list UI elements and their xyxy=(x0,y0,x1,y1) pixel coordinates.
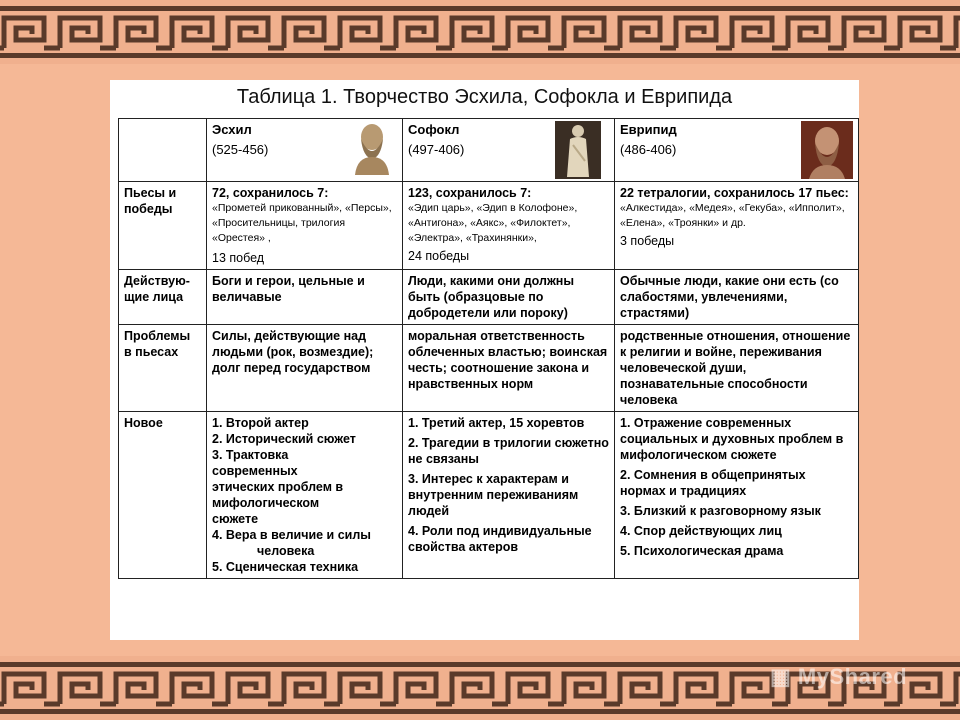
row-problems xyxy=(119,325,859,412)
plays-list: «Прометей прикованный», «Персы», «Просительницы, трилогия «Орестея» , xyxy=(212,202,392,244)
list-item: 4. Роли под индивидуальные свойства актеров xyxy=(408,524,592,554)
list-item: 5. Психологическая драма xyxy=(620,544,784,558)
header-euripides xyxy=(615,119,859,182)
list-item: 1. Третий актер, 15 хоревтов xyxy=(408,416,585,430)
new-aeschylus xyxy=(207,412,403,579)
problems-euripides: родственные отношения, отношение к религии и войне, переживания человеческой души, познавательные способности человека xyxy=(615,325,859,412)
comparison-table xyxy=(118,118,859,579)
list-item: 1. Второй актер xyxy=(212,416,309,430)
plays-count: 22 тетралогии, сохранилось 17 пьес: xyxy=(620,186,849,200)
characters-euripides: Обычные люди, какие они есть (со слабостями, увлечениями, страстями) xyxy=(615,270,859,325)
plays-wins: 3 победы xyxy=(620,234,675,248)
characters-aeschylus: Боги и герои, цельные и величавые xyxy=(207,270,403,325)
list-item: сюжете xyxy=(212,512,259,526)
watermark-icon: ▦ xyxy=(770,664,798,689)
row-label-problems: Проблемы в пьесах xyxy=(119,325,207,412)
slide xyxy=(110,80,859,640)
plays-list: «Эдип царь», «Эдип в Колофоне», «Антигона», «Аякс», «Филоктет», «Электра», «Трахинянки», xyxy=(408,202,578,244)
list-item: 3. Интерес к характерам и внутренним переживаниям людей xyxy=(408,472,579,518)
author-years: (486-406) xyxy=(620,142,677,157)
author-years: (525-456) xyxy=(212,142,269,157)
header-aeschylus xyxy=(207,119,403,182)
row-characters xyxy=(119,270,859,325)
plays-sophocles xyxy=(403,182,615,270)
list-item: современных xyxy=(212,464,298,478)
watermark-logo xyxy=(770,664,907,690)
list-item: 3. Трактовка xyxy=(212,448,289,462)
characters-sophocles: Люди, какими они должны быть (образцовые по добродетели или пороку) xyxy=(403,270,615,325)
row-plays xyxy=(119,182,859,270)
header-row xyxy=(119,119,859,182)
row-label-new: Новое xyxy=(119,412,207,579)
plays-wins: 24 победы xyxy=(408,249,470,263)
list-item: 2. Трагедии в трилогии сюжетно не связаны xyxy=(408,436,609,466)
plays-count: 72, сохранилось 7: xyxy=(212,186,329,200)
row-new xyxy=(119,412,859,579)
list-item: 5. Сценическая техника xyxy=(212,560,359,574)
meander-pattern-top xyxy=(0,0,960,64)
list-item: человека xyxy=(257,544,315,558)
list-item: 2. Исторический сюжет xyxy=(212,432,356,446)
plays-aeschylus xyxy=(207,182,403,270)
list-item: 2. Сомнения в общепринятых нормах и традициях xyxy=(620,468,806,498)
list-item: мифологическом xyxy=(212,496,320,510)
table-title: Таблица 1. Творчество Эсхила, Софокла и Еврипида xyxy=(236,86,733,108)
new-sophocles xyxy=(403,412,615,579)
header-sophocles xyxy=(403,119,615,182)
list-item: 1. Отражение современных социальных и духовных проблем в мифологическом сюжете xyxy=(620,416,844,462)
watermark-text: MyShared xyxy=(797,664,908,689)
header-empty-cell xyxy=(119,119,207,182)
euripides-bust-image xyxy=(801,121,853,179)
sophocles-statue-image xyxy=(555,121,601,179)
plays-euripides xyxy=(615,182,859,270)
meander-border-top xyxy=(0,0,960,64)
author-name: Еврипид xyxy=(620,122,677,137)
row-label-plays: Пьесы и победы xyxy=(119,182,207,270)
problems-sophocles: моральная ответственность облеченных властью; воинская честь; соотношение закона и нравственных норм xyxy=(403,325,615,412)
problems-aeschylus: Силы, действующие над людьми (рок, возмездие); долг перед государством xyxy=(207,325,403,412)
plays-wins: 13 побед xyxy=(212,251,265,265)
author-name: Софокл xyxy=(408,122,460,137)
new-euripides xyxy=(615,412,859,579)
list-item: 4. Вера в величие и силы xyxy=(212,528,371,542)
author-years: (497-406) xyxy=(408,142,465,157)
plays-list: «Алкестида», «Медея», «Гекуба», «Ипполит», «Елена», «Троянки» и др. xyxy=(620,202,845,229)
list-item: 3. Близкий к разговорному язык xyxy=(620,504,821,518)
list-item: 4. Спор действующих лиц xyxy=(620,524,782,538)
row-label-characters: Действую-щие лица xyxy=(119,270,207,325)
plays-count: 123, сохранилось 7: xyxy=(408,186,532,200)
aeschylus-bust-image xyxy=(347,121,397,175)
author-name: Эсхил xyxy=(212,122,252,137)
list-item: этических проблем в xyxy=(212,480,344,494)
